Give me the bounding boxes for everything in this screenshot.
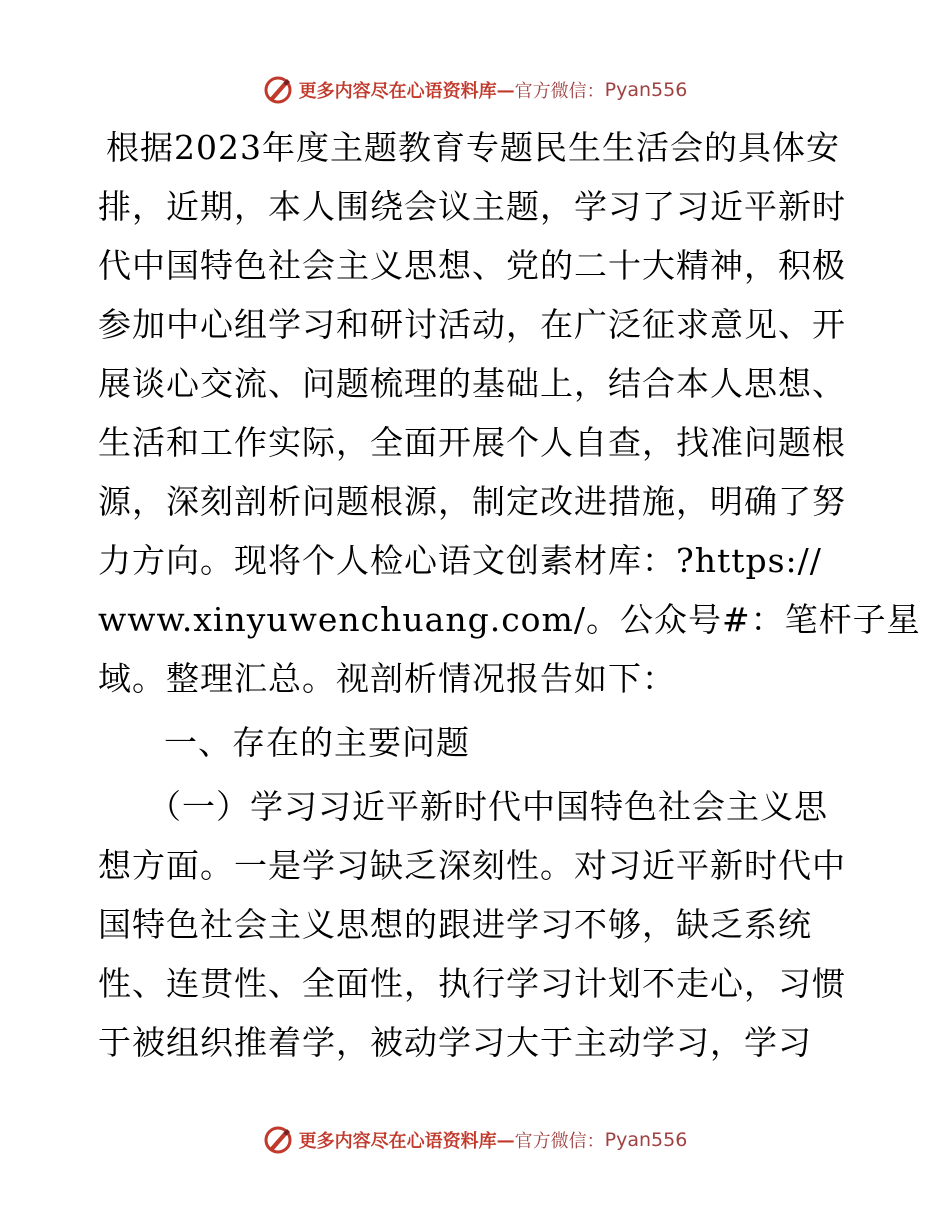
paragraph-line: 域。整理汇总。视剖析情况报告如下： — [98, 659, 676, 698]
section-heading: 一、存在的主要问题 — [164, 723, 470, 762]
paragraph-line: 生活和工作实际，全面开展个人自查，找准问题根 — [98, 423, 846, 462]
paragraph-line: 根据2023年度主题教育专题民生生活会的具体安 — [106, 128, 840, 167]
paragraph-line: 展谈心交流、问题梳理的基础上，结合本人思想、 — [98, 364, 846, 403]
document-body — [98, 118, 921, 1072]
wechat-id: Pyan556 — [604, 1129, 688, 1151]
paragraph-line: www.xinyuwenchuang.com/。公众号#：笔杆子星 — [98, 600, 921, 639]
header-banner — [0, 70, 950, 110]
separator-dash: — — [496, 79, 515, 101]
paragraph-line: 力方向。现将个人检心语文创素材库：?https:// — [98, 541, 822, 580]
wechat-label: 官方微信： — [514, 1131, 605, 1152]
wechat-label: 官方微信： — [514, 81, 605, 102]
paragraph-line: 源，深刻剖析问题根源，制定改进措施，明确了努 — [98, 482, 846, 521]
brand-text: 更多内容尽在心语资料库 — [298, 81, 497, 102]
subsection-line: 性、连贯性、全面性，执行学习计划不走心，习惯 — [98, 964, 846, 1003]
brand-text: 更多内容尽在心语资料库 — [298, 1131, 497, 1152]
paragraph-line: 参加中心组学习和研讨活动，在广泛征求意见、开 — [98, 305, 846, 344]
subsection-line: 国特色社会主义思想的跟进学习不够，缺乏系统 — [98, 905, 812, 944]
paragraph-line: 代中国特色社会主义思想、党的二十大精神，积极 — [98, 246, 846, 285]
separator-dash: — — [496, 1129, 515, 1151]
footer-banner — [0, 1120, 950, 1160]
subsection-line: （一）学习习近平新时代中国特色社会主义思 — [148, 787, 828, 826]
subsection-line: 于被组织推着学，被动学习大于主动学习，学习 — [98, 1023, 812, 1062]
subsection-line: 想方面。一是学习缺乏深刻性。对习近平新时代中 — [98, 846, 846, 885]
paragraph-line: 排，近期，本人围绕会议主题，学习了习近平新时 — [98, 187, 846, 226]
pen-logo-icon — [263, 1125, 293, 1155]
wechat-id: Pyan556 — [604, 79, 688, 101]
pen-logo-icon — [263, 75, 293, 105]
